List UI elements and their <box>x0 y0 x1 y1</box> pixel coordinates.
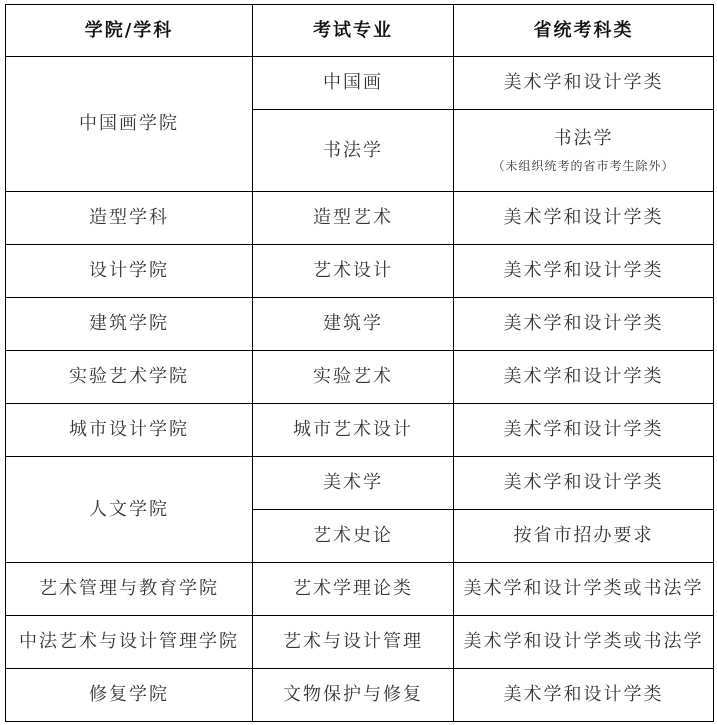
major-cell: 中国画 <box>253 57 454 110</box>
table-row <box>6 669 714 722</box>
category-cell <box>454 110 714 192</box>
admissions-table <box>5 4 714 722</box>
table-row <box>6 351 714 404</box>
table-row <box>6 245 714 298</box>
table-row <box>6 563 714 616</box>
table-row <box>6 404 714 457</box>
header-row <box>6 5 714 57</box>
major-cell: 美术学 <box>253 457 454 510</box>
major-cell: 城市艺术设计 <box>253 404 454 457</box>
category-cell: 美术学和设计学类 <box>454 298 714 351</box>
table-row <box>6 298 714 351</box>
category-text: 书法学 <box>553 127 614 149</box>
category-cell: 按省市招办要求 <box>454 510 714 563</box>
college-cell: 艺术管理与教育学院 <box>6 563 253 616</box>
category-cell: 美术学和设计学类 <box>454 457 714 510</box>
college-cell: 修复学院 <box>6 669 253 722</box>
category-cell: 美术学和设计学类或书法学 <box>454 616 714 669</box>
major-cell: 文物保护与修复 <box>253 669 454 722</box>
college-cell: 建筑学院 <box>6 298 253 351</box>
college-cell: 中法艺术与设计管理学院 <box>6 616 253 669</box>
category-cell: 美术学和设计学类 <box>454 192 714 245</box>
category-cell: 美术学和设计学类 <box>454 57 714 110</box>
college-cell: 中国画学院 <box>6 57 253 192</box>
major-cell: 建筑学 <box>253 298 454 351</box>
college-cell: 造型学科 <box>6 192 253 245</box>
major-cell: 艺术学理论类 <box>253 563 454 616</box>
category-cell: 美术学和设计学类或书法学 <box>454 563 714 616</box>
header-major: 考试专业 <box>253 5 454 57</box>
major-cell: 艺术史论 <box>253 510 454 563</box>
category-cell: 美术学和设计学类 <box>454 669 714 722</box>
header-category: 省统考科类 <box>454 5 714 57</box>
college-cell: 人文学院 <box>6 457 253 563</box>
major-cell: 书法学 <box>253 110 454 192</box>
category-cell: 美术学和设计学类 <box>454 245 714 298</box>
major-cell: 艺术与设计管理 <box>253 616 454 669</box>
table-row <box>6 192 714 245</box>
major-cell: 造型艺术 <box>253 192 454 245</box>
table-row <box>6 457 714 510</box>
college-cell: 城市设计学院 <box>6 404 253 457</box>
major-cell: 实验艺术 <box>253 351 454 404</box>
table-row <box>6 616 714 669</box>
college-cell: 设计学院 <box>6 245 253 298</box>
category-cell: 美术学和设计学类 <box>454 404 714 457</box>
table-row <box>6 57 714 110</box>
category-cell: 美术学和设计学类 <box>454 351 714 404</box>
category-note: （未组织统考的省市考生除外） <box>492 159 675 174</box>
college-cell: 实验艺术学院 <box>6 351 253 404</box>
header-college: 学院/学科 <box>6 5 253 57</box>
major-cell: 艺术设计 <box>253 245 454 298</box>
